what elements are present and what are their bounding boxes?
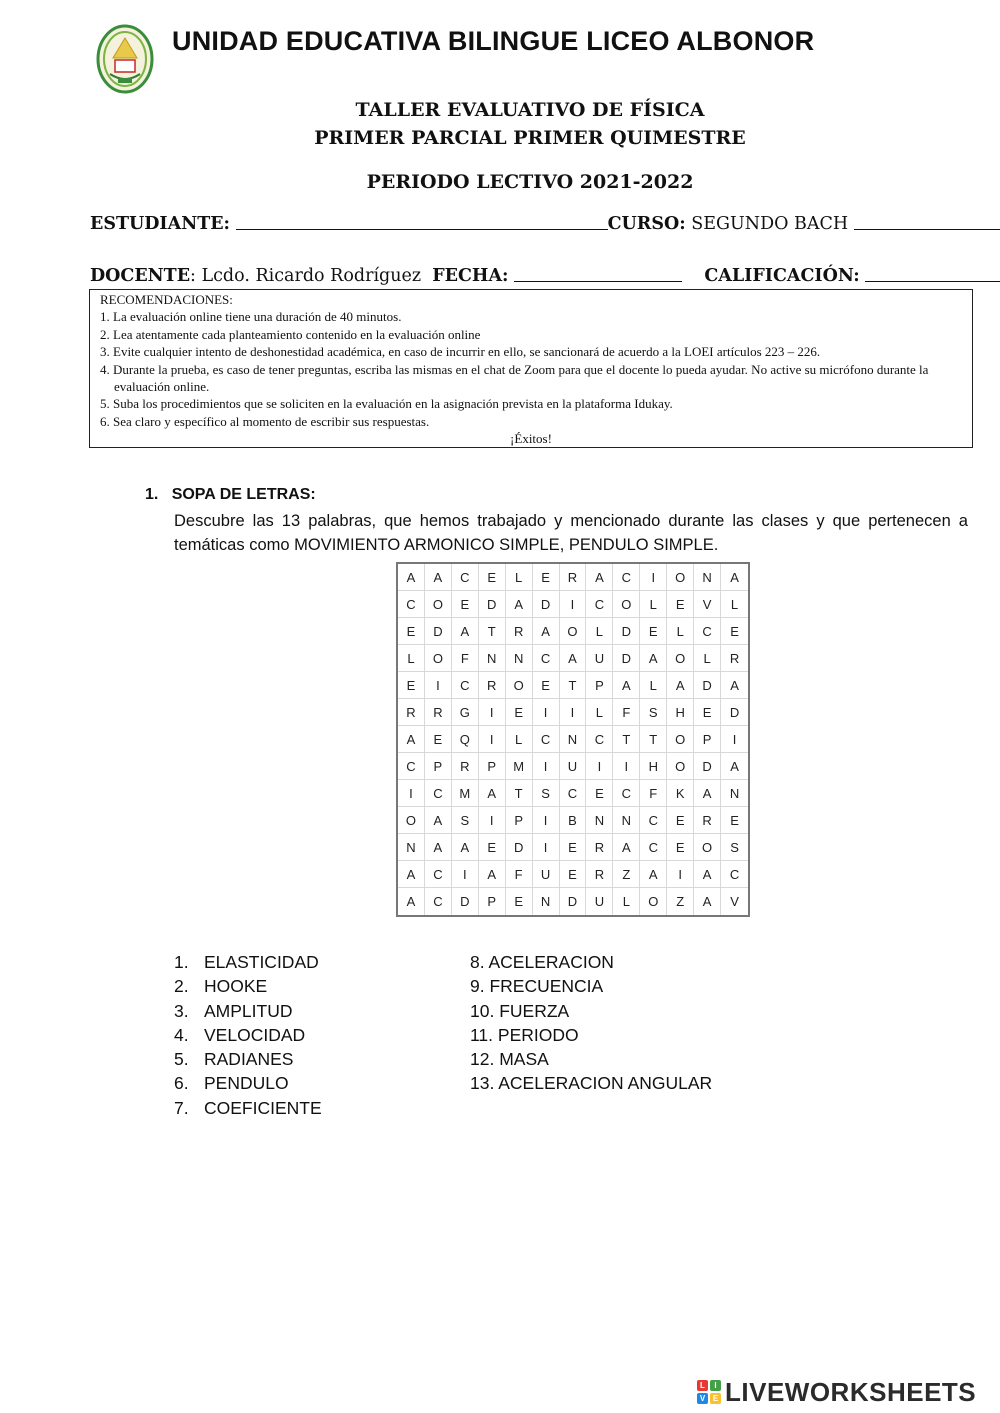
word-search-cell[interactable]: E [560, 834, 587, 861]
word-search-cell[interactable]: S [640, 699, 667, 726]
word-search-cell[interactable]: I [425, 672, 452, 699]
word-search-cell[interactable]: P [479, 753, 506, 780]
word-search-cell[interactable]: H [667, 699, 694, 726]
word-list-column-1 [174, 950, 322, 1120]
word-search-cell[interactable]: F [613, 699, 640, 726]
word-list-column-2 [470, 950, 712, 1096]
logo-letter: V [697, 1393, 708, 1404]
title-line-3: PERIODO LECTIVO 2021-2022 [366, 171, 694, 193]
word-search-cell[interactable]: C [613, 564, 640, 591]
word-search-cell[interactable]: L [694, 645, 721, 672]
word-search-cell[interactable]: C [694, 618, 721, 645]
recommendation-item: 2. Lea atentamente cada planteamiento contenido en la evaluación online [100, 326, 481, 342]
word-search-cell[interactable]: U [586, 645, 613, 672]
word-search-cell[interactable]: P [425, 753, 452, 780]
word-search-cell[interactable]: I [452, 861, 479, 888]
course-label: CURSO: [607, 214, 686, 234]
word-search-cell[interactable]: O [398, 807, 425, 834]
word-search-cell[interactable]: I [398, 780, 425, 807]
word-search-cell[interactable]: E [533, 672, 560, 699]
word-search-cell[interactable]: A [533, 618, 560, 645]
word-search-cell[interactable]: A [694, 888, 721, 915]
word-search-grid [396, 562, 750, 917]
word-search-cell[interactable]: L [613, 888, 640, 915]
word-search-cell[interactable]: I [479, 699, 506, 726]
word-search-cell[interactable]: L [506, 564, 533, 591]
word-search-cell[interactable]: T [479, 618, 506, 645]
word-list-item [174, 950, 322, 974]
word-search-cell[interactable]: A [452, 618, 479, 645]
word-list-item [174, 999, 322, 1023]
word-search-cell[interactable]: R [560, 564, 587, 591]
word-search-cell[interactable]: C [586, 591, 613, 618]
word-search-cell[interactable]: A [613, 834, 640, 861]
recommendations-box [89, 289, 973, 448]
school-name: UNIDAD EDUCATIVA BILINGUE LICEO ALBONOR [172, 26, 815, 56]
word-list-item: 10. FUERZA [470, 1000, 570, 1021]
word-search-cell[interactable]: R [694, 807, 721, 834]
word-search-cell[interactable]: C [398, 591, 425, 618]
word-search-cell[interactable]: O [667, 753, 694, 780]
word-search-cell[interactable]: Q [452, 726, 479, 753]
section-1-title: SOPA DE LETRAS: [171, 486, 316, 503]
word-search-cell[interactable]: R [425, 699, 452, 726]
word-search-cell[interactable]: F [640, 780, 667, 807]
word-search-cell[interactable]: E [721, 618, 748, 645]
word-number: 2. [174, 976, 189, 997]
word-search-cell[interactable]: N [479, 645, 506, 672]
word-list-item: 8. ACELERACION [470, 952, 614, 972]
word-search-cell[interactable]: A [560, 645, 587, 672]
word-search-cell[interactable]: I [479, 807, 506, 834]
section-1-description: Descubre las 13 palabras, que hemos trabajado y mencionado durante las clases y que pertenecen a temáticas como MOVIMIENTO ARMONICO SIMPLE, PENDULO SIMPLE. [174, 512, 968, 554]
word-list-item [174, 974, 322, 998]
recommendation-item: 3. Evite cualquier intento de deshonestidad académica, en caso de incurrir en ello, se sancionará de acuerdo a la LOEI artículos 223 – 226. [100, 344, 821, 360]
word-search-cell[interactable]: N [586, 807, 613, 834]
recommendations-closing: ¡Éxitos! [510, 431, 552, 447]
word-search-cell[interactable]: F [452, 645, 479, 672]
word-text: VELOCIDAD [204, 1024, 306, 1045]
word-search-cell[interactable]: O [425, 591, 452, 618]
word-search-cell[interactable]: E [425, 726, 452, 753]
word-search-cell[interactable]: R [721, 645, 748, 672]
logo-letter: L [697, 1380, 708, 1391]
word-search-cell[interactable]: C [640, 807, 667, 834]
word-number: 7. [174, 1097, 189, 1118]
word-search-cell[interactable]: T [640, 726, 667, 753]
word-search-cell[interactable]: A [398, 888, 425, 915]
word-list-item: 11. PERIODO [470, 1024, 579, 1045]
recommendation-item: 1. La evaluación online tiene una duración de 40 minutos. [100, 309, 402, 325]
word-search-cell[interactable]: H [640, 753, 667, 780]
word-search-cell[interactable]: C [533, 645, 560, 672]
word-search-cell[interactable]: C [721, 861, 748, 888]
word-search-cell[interactable]: R [479, 672, 506, 699]
word-text: RADIANES [204, 1049, 294, 1070]
word-search-cell[interactable]: O [425, 645, 452, 672]
word-list-item [174, 1023, 322, 1047]
word-search-cell[interactable]: A [721, 564, 748, 591]
word-search-cell[interactable]: A [586, 564, 613, 591]
word-search-cell[interactable]: I [667, 861, 694, 888]
word-list-item [174, 1096, 322, 1120]
word-search-cell[interactable]: I [560, 591, 587, 618]
word-search-cell[interactable]: V [730, 894, 739, 909]
word-search-cell[interactable]: R [398, 699, 425, 726]
word-search-cell[interactable]: A [398, 564, 425, 591]
word-search-cell[interactable]: M [506, 753, 533, 780]
word-search-cell[interactable]: A [506, 591, 533, 618]
word-search-cell[interactable]: E [667, 591, 694, 618]
word-search-cell[interactable]: D [479, 591, 506, 618]
word-search-cell[interactable]: O [506, 672, 533, 699]
word-search-cell[interactable]: A [425, 564, 452, 591]
word-search-cell[interactable]: A [613, 672, 640, 699]
word-text: HOOKE [204, 976, 268, 997]
word-search-cell[interactable]: C [613, 780, 640, 807]
word-search-cell[interactable]: E [560, 861, 587, 888]
word-search-cell[interactable]: L [506, 726, 533, 753]
recommendations-title: RECOMENDACIONES: [100, 292, 233, 307]
word-search-cell[interactable]: D [721, 699, 748, 726]
word-search-cell[interactable]: T [506, 780, 533, 807]
word-search-cell[interactable]: B [560, 807, 587, 834]
liveworksheets-brand: LIVEWORKSHEETS [725, 1376, 977, 1407]
word-search-cell[interactable]: S [533, 780, 560, 807]
word-search-cell[interactable]: R [452, 753, 479, 780]
word-search-cell[interactable]: A [398, 726, 425, 753]
word-search-cell[interactable]: A [425, 834, 452, 861]
recommendation-item: 5. Suba los procedimientos que se soliciten en la evaluación en la asignación prevista en la plataforma Idukay. [100, 396, 673, 412]
word-search-cell[interactable]: P [586, 672, 613, 699]
word-search-cell[interactable]: E [479, 834, 506, 861]
word-search-cell[interactable]: U [586, 888, 613, 915]
word-list-item [174, 1047, 322, 1071]
word-number: 3. [174, 1000, 189, 1021]
word-search-cell[interactable]: N [533, 888, 560, 915]
word-search-cell[interactable]: E [667, 834, 694, 861]
word-search-cell[interactable]: I [533, 753, 560, 780]
word-list-item [174, 1071, 322, 1095]
word-search-cell[interactable]: P [694, 726, 721, 753]
word-search-cell[interactable]: O [640, 888, 667, 915]
student-label: ESTUDIANTE: [90, 214, 231, 234]
word-search-cell[interactable]: C [452, 672, 479, 699]
word-list-item: 9. FRECUENCIA [470, 976, 604, 997]
word-search-cell[interactable]: E [506, 888, 533, 915]
word-search-cell[interactable]: A [398, 861, 425, 888]
word-search-cell[interactable]: D [694, 672, 721, 699]
student-field[interactable] [236, 228, 608, 230]
teacher-value: : Lcdo. Ricardo Rodríguez [190, 266, 422, 286]
word-text: ELASTICIDAD [204, 952, 319, 972]
word-search-cell[interactable]: D [613, 618, 640, 645]
word-search-cell[interactable]: A [694, 780, 721, 807]
word-search-cell[interactable]: E [721, 807, 748, 834]
word-search-cell[interactable]: C [398, 753, 425, 780]
word-search-cell[interactable]: S [452, 807, 479, 834]
word-search-cell[interactable]: N [560, 726, 587, 753]
word-search-cell[interactable]: A [667, 672, 694, 699]
word-search-cell[interactable]: D [533, 591, 560, 618]
word-search-cell[interactable]: I [586, 753, 613, 780]
word-search-cell[interactable]: L [721, 591, 748, 618]
word-search-cell[interactable]: D [613, 645, 640, 672]
word-search-cell[interactable]: E [398, 672, 425, 699]
word-search-cell[interactable]: L [640, 672, 667, 699]
word-search-cell[interactable]: C [425, 888, 452, 915]
word-search-cell[interactable]: A [640, 645, 667, 672]
liveworksheets-logo-icon[interactable] [697, 1376, 976, 1408]
word-search-cell[interactable]: E [533, 564, 560, 591]
word-search-cell[interactable]: R [586, 861, 613, 888]
liveworksheets-mark-icon [697, 1380, 721, 1404]
section-1-heading [145, 486, 316, 504]
word-search-cell[interactable]: N [721, 780, 748, 807]
word-search-cell[interactable]: S [721, 834, 748, 861]
title-line-2: PRIMER PARCIAL PRIMER QUIMESTRE [314, 127, 746, 149]
word-search-cell[interactable]: I [533, 699, 560, 726]
word-search-cell[interactable]: M [452, 780, 479, 807]
word-search-cell[interactable]: E [452, 591, 479, 618]
word-search-cell[interactable]: Z [667, 888, 694, 915]
word-search-cell[interactable]: R [506, 618, 533, 645]
word-search-cell[interactable]: D [425, 618, 452, 645]
word-search-cell[interactable]: T [613, 726, 640, 753]
word-search-cell[interactable]: C [586, 726, 613, 753]
word-search-cell[interactable]: O [560, 618, 587, 645]
word-search-cell[interactable]: D [694, 753, 721, 780]
word-search-cell[interactable]: Z [613, 861, 640, 888]
word-search-cell[interactable]: E [694, 699, 721, 726]
word-search-cell[interactable]: E [506, 699, 533, 726]
word-search-cell[interactable]: A [721, 672, 748, 699]
word-search-cell[interactable]: C [640, 834, 667, 861]
word-search-cell[interactable]: K [667, 780, 694, 807]
word-search-cell[interactable]: N [398, 834, 425, 861]
word-search-cell[interactable]: N [506, 645, 533, 672]
word-text: COEFICIENTE [204, 1097, 322, 1118]
word-search-cell[interactable]: E [667, 807, 694, 834]
word-search-cell[interactable]: D [560, 888, 587, 915]
word-search-cell[interactable]: P [506, 807, 533, 834]
word-number: 1. [174, 952, 189, 972]
word-search-cell[interactable]: C [425, 780, 452, 807]
word-search-cell[interactable]: L [586, 618, 613, 645]
word-search-cell[interactable]: P [479, 888, 506, 915]
word-search-cells [398, 564, 748, 915]
word-search-cell[interactable]: I [640, 564, 667, 591]
word-search-cell[interactable]: E [398, 618, 425, 645]
word-text: PENDULO [204, 1073, 289, 1094]
recommendation-item: 4. Durante la prueba, es caso de tener preguntas, escriba las mismas en el chat de Zoom para que el docente lo pueda ayudar. No active su micrófono durante la evaluación online. [100, 361, 929, 395]
school-crest-icon [96, 24, 154, 94]
student-course-row [90, 214, 1000, 234]
word-list-item: 13. ACELERACION ANGULAR [470, 1073, 713, 1094]
word-search-cell[interactable]: I [721, 726, 748, 753]
word-search-cell[interactable]: A [452, 834, 479, 861]
logo-letter: E [710, 1393, 721, 1404]
recommendation-item: 6. Sea claro y específico al momento de escribir sus respuestas. [100, 413, 430, 429]
title-line-1: TALLER EVALUATIVO DE FÍSICA [355, 99, 705, 121]
word-search-cell[interactable]: D [452, 888, 479, 915]
word-number: 5. [174, 1049, 189, 1070]
date-field[interactable] [514, 280, 682, 282]
word-search-cell[interactable]: E [586, 780, 613, 807]
word-search-cell[interactable]: U [533, 861, 560, 888]
word-search-cell[interactable]: A [479, 780, 506, 807]
word-search-cell[interactable]: L [667, 618, 694, 645]
date-label: FECHA: [432, 266, 509, 286]
word-search-cell[interactable]: O [694, 834, 721, 861]
word-search-cell[interactable]: U [560, 753, 587, 780]
word-search-cell[interactable]: O [613, 591, 640, 618]
course-field[interactable] [854, 228, 1000, 230]
word-search-cell[interactable]: O [667, 645, 694, 672]
word-search-cell[interactable]: I [533, 834, 560, 861]
logo-letter: I [710, 1380, 721, 1391]
word-search-cell[interactable]: C [560, 780, 587, 807]
word-search-cell[interactable]: A [640, 861, 667, 888]
word-search-cell[interactable]: E [479, 564, 506, 591]
grade-label: CALIFICACIÓN: [704, 266, 860, 286]
word-search-cell[interactable]: L [398, 645, 425, 672]
teacher-label: DOCENTE [90, 266, 191, 286]
word-search-cell[interactable]: D [506, 834, 533, 861]
section-1-number: 1. [145, 486, 159, 503]
course-value: SEGUNDO BACH [691, 214, 849, 234]
word-number: 4. [174, 1024, 189, 1045]
word-search-cell[interactable]: A [694, 861, 721, 888]
word-search-cell[interactable]: E [640, 618, 667, 645]
grade-field[interactable] [865, 280, 1000, 282]
word-text: AMPLITUD [204, 1000, 293, 1021]
word-search-cell[interactable]: L [640, 591, 667, 618]
word-search-cell[interactable]: I [613, 753, 640, 780]
word-search-cell[interactable]: G [452, 699, 479, 726]
word-search-cell[interactable]: C [533, 726, 560, 753]
word-list-item: 12. MASA [470, 1049, 549, 1070]
word-search-cell[interactable]: I [479, 726, 506, 753]
word-search-cell[interactable]: R [586, 834, 613, 861]
word-search-cell[interactable]: N [613, 807, 640, 834]
word-search-cell[interactable]: O [667, 564, 694, 591]
word-search-cell[interactable]: N [694, 564, 721, 591]
word-search-cell[interactable]: C [425, 861, 452, 888]
word-search-cell[interactable]: T [560, 672, 587, 699]
word-search-cell[interactable]: F [506, 861, 533, 888]
word-search-cell[interactable]: I [560, 699, 587, 726]
word-search-cell[interactable]: C [452, 564, 479, 591]
word-number: 6. [174, 1073, 189, 1094]
word-search-cell[interactable]: V [694, 591, 721, 618]
word-search-cell[interactable]: A [721, 753, 748, 780]
word-search-cell[interactable]: I [533, 807, 560, 834]
teacher-date-grade-row [90, 266, 1000, 286]
word-search-cell[interactable]: O [667, 726, 694, 753]
word-search-cell[interactable]: A [425, 807, 452, 834]
word-search-cell[interactable]: L [586, 699, 613, 726]
word-search-cell[interactable]: A [479, 861, 506, 888]
